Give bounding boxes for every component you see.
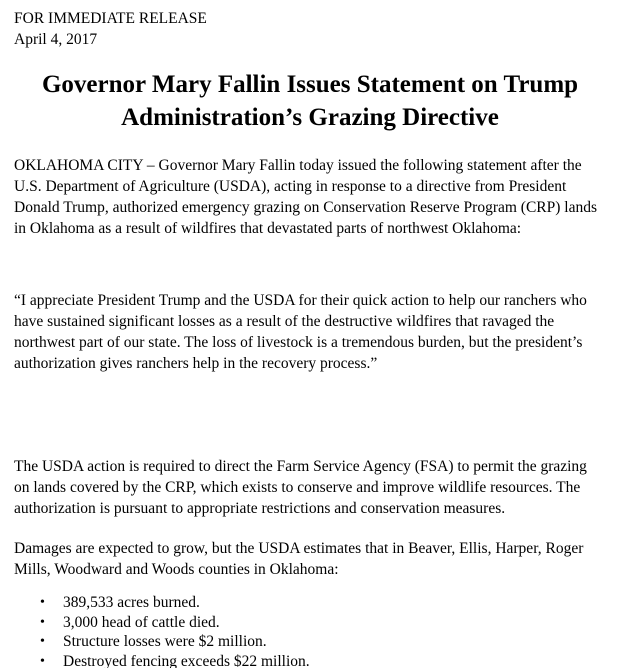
list-item — [40, 632, 606, 652]
bullet-icon: • — [40, 634, 45, 649]
date-line: April 4, 2017 — [14, 31, 98, 48]
page-title: Governor Mary Fallin Issues Statement on Trump Administration’s Grazing Directive — [41, 71, 579, 131]
lead-paragraph: OKLAHOMA CITY – Governor Mary Fallin today issued the following statement after the U.S. Department of Agriculture (USDA), acting in response to a directive from President Donald Trump, authorized emergency grazing on Conservation Reserve Program (CRP) lands in Oklahoma as a result of wildfires that devastated parts of northwest Oklahoma: — [14, 157, 598, 237]
document-header — [14, 8, 606, 50]
list-item-text: Destroyed fencing exceeds $22 million. — [63, 652, 310, 668]
statement-quote-paragraph: “I appreciate President Trump and the USDA for their quick action to help our ranchers who have sustained significant losses as a result of the destructive wildfires that ravaged the northwest part of our state. The loss of livestock is a tremendous burden, but the president’s authorization gives ranchers help in the recovery process.” — [14, 292, 587, 372]
list-item-text: 389,533 acres burned. — [63, 594, 200, 611]
list-item — [40, 593, 606, 613]
list-item — [40, 652, 606, 668]
list-item — [40, 613, 606, 633]
release-status-line: FOR IMMEDIATE RELEASE — [14, 10, 207, 27]
usda-action-paragraph: The USDA action is required to direct the Farm Service Agency (FSA) to permit the grazing on lands covered by the CRP, which exists to conserve and improve wildlife resources. The authorization is pursuant to appropriate restrictions and conservation measures. — [14, 458, 587, 517]
damages-intro-paragraph: Damages are expected to grow, but the USDA estimates that in Beaver, Ellis, Harper, Roger Mills, Woodward and Woods counties in Oklahoma: — [14, 540, 584, 578]
list-item-text: Structure losses were $2 million. — [63, 633, 267, 650]
bullet-icon: • — [40, 595, 45, 610]
bullet-icon: • — [40, 614, 45, 630]
bullet-icon: • — [40, 653, 45, 668]
list-item-text: 3,000 head of cattle died. — [63, 613, 220, 631]
damage-stats-list — [14, 593, 606, 668]
